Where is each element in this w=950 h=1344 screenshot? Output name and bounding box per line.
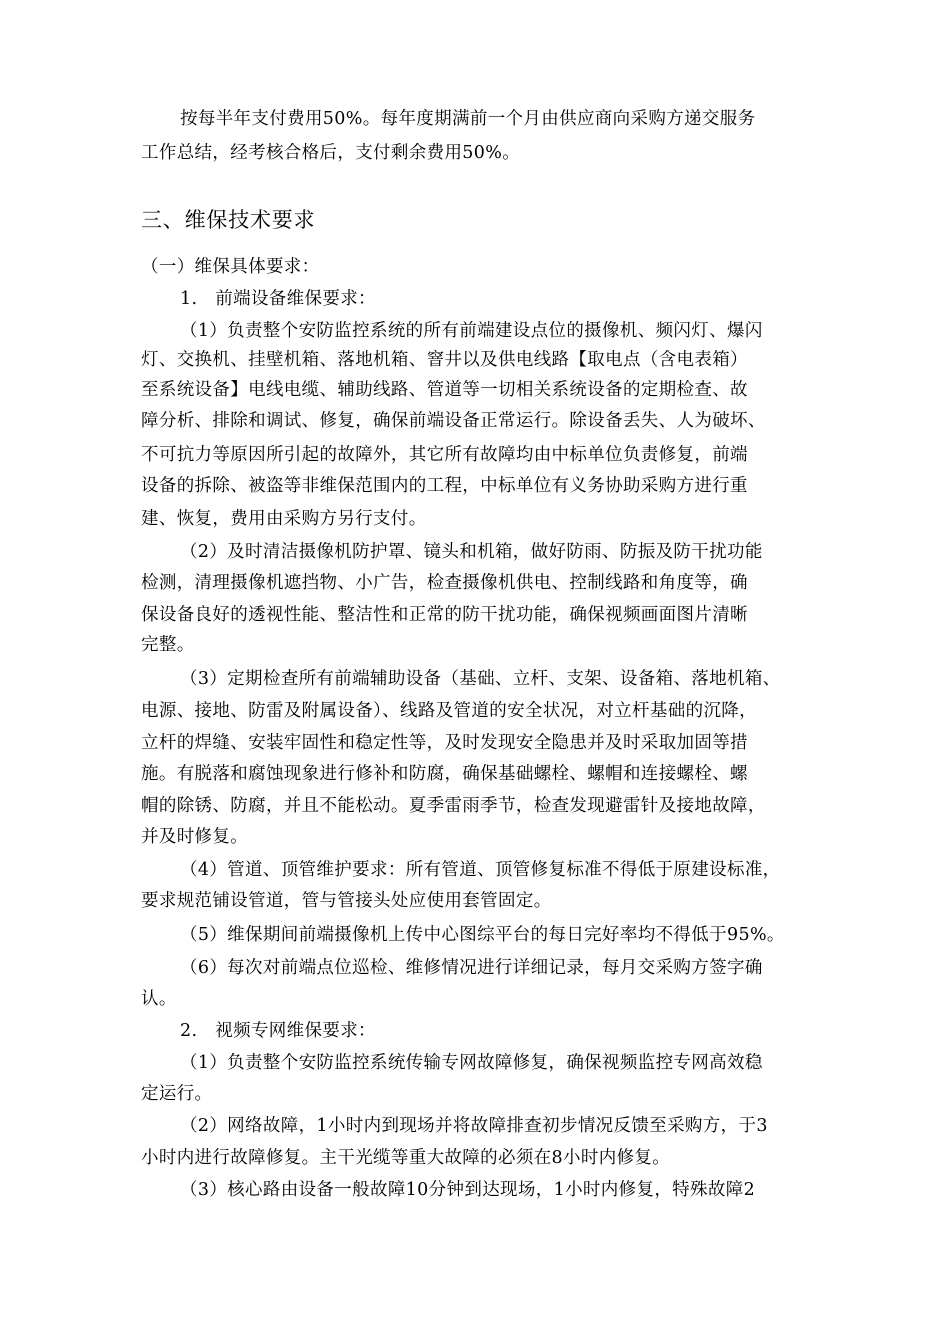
frontend-item2-line: 检测，清理摄像机遮挡物、小广告，检查摄像机供电、控制线路和角度等，确 [141, 573, 748, 593]
payment-line-2: 工作总结，经考核合格后，支付剩余费用50%。 [141, 143, 521, 163]
frontend-item4-line: （4）管道、顶管维护要求：所有管道、顶管修复标准不得低于原建设标准， [180, 860, 781, 880]
network-item2-line: 小时内进行故障修复。主干光缆等重大故障的必须在8小时内修复。 [141, 1148, 671, 1168]
network-item2-line: （2）网络故障，1小时内到现场并将故障排查初步情况反馈至采购方，于3 [180, 1116, 768, 1136]
frontend-item3-line: 并及时修复。 [141, 827, 249, 847]
frontend-item1-line: 至系统设备】电线电缆、辅助线路、管道等一切相关系统设备的定期检查、故 [141, 380, 748, 400]
subsection-title: （一）维保具体要求： [141, 257, 320, 277]
frontend-item6-line: （6）每次对前端点位巡检、维修情况进行详细记录，每月交采购方签字确 [180, 958, 763, 978]
frontend-item1-line: 设备的拆除、被盗等非维保范围内的工程，中标单位有义务协助采购方进行重 [141, 476, 748, 496]
section-title: 三、维保技术要求 [141, 208, 316, 232]
frontend-item1-line: （1）负责整个安防监控系统的所有前端建设点位的摄像机、频闪灯、爆闪 [180, 321, 763, 341]
frontend-item3-line: （3）定期检查所有前端辅助设备（基础、立杆、支架、设备箱、落地机箱、 [180, 669, 781, 689]
frontend-item1-line: 不可抗力等原因所引起的故障外，其它所有故障均由中标单位负责修复，前端 [141, 445, 748, 465]
frontend-item5-line: （5）维保期间前端摄像机上传中心图综平台的每日完好率均不得低于95%。 [180, 925, 785, 945]
frontend-item4-line: 要求规范铺设管道，管与管接头处应使用套管固定。 [141, 891, 552, 911]
frontend-item3-line: 帽的除锈、防腐，并且不能松动。夏季雷雨季节，检查发现避雷针及接地故障， [141, 796, 766, 816]
frontend-item2-line: （2）及时清洁摄像机防护罩、镜头和机箱，做好防雨、防振及防干扰功能 [180, 542, 763, 562]
frontend-item2-line: 保设备良好的透视性能、整洁性和正常的防干扰功能，确保视频画面图片清晰 [141, 605, 748, 625]
frontend-item2-line: 完整。 [141, 635, 195, 655]
network-item1-line: （1）负责整个安防监控系统传输专网故障修复，确保视频监控专网高效稳 [180, 1053, 763, 1073]
frontend-item1-line: 建、恢复，费用由采购方另行支付。 [141, 509, 427, 529]
frontend-title: 1. 前端设备维保要求： [180, 289, 376, 309]
frontend-item1-line: 障分析、排除和调试、修复，确保前端设备正常运行。除设备丢失、人为破坏、 [141, 411, 766, 431]
frontend-item1-line: 灯、交换机、挂壁机箱、落地机箱、窨井以及供电线路【取电点（含电表箱） [141, 350, 748, 370]
frontend-item3-line: 立杆的焊缝、安装牢固性和稳定性等，及时发现安全隐患并及时采取加固等措 [141, 733, 748, 753]
payment-line-1: 按每半年支付费用50%。每年度期满前一个月由供应商向采购方递交服务 [180, 109, 756, 129]
network-item1-line: 定运行。 [141, 1084, 213, 1104]
network-item3-line: （3）核心路由设备一般故障10分钟到达现场，1小时内修复，特殊故障2 [180, 1180, 756, 1200]
network-title: 2. 视频专网维保要求： [180, 1021, 376, 1041]
frontend-item3-line: 电源、接地、防雷及附属设备）、线路及管道的安全状况，对立杆基础的沉降， [141, 701, 757, 721]
frontend-item3-line: 施。有脱落和腐蚀现象进行修补和防腐，确保基础螺栓、螺帽和连接螺栓、螺 [141, 764, 748, 784]
frontend-item6-line: 认。 [141, 989, 177, 1009]
